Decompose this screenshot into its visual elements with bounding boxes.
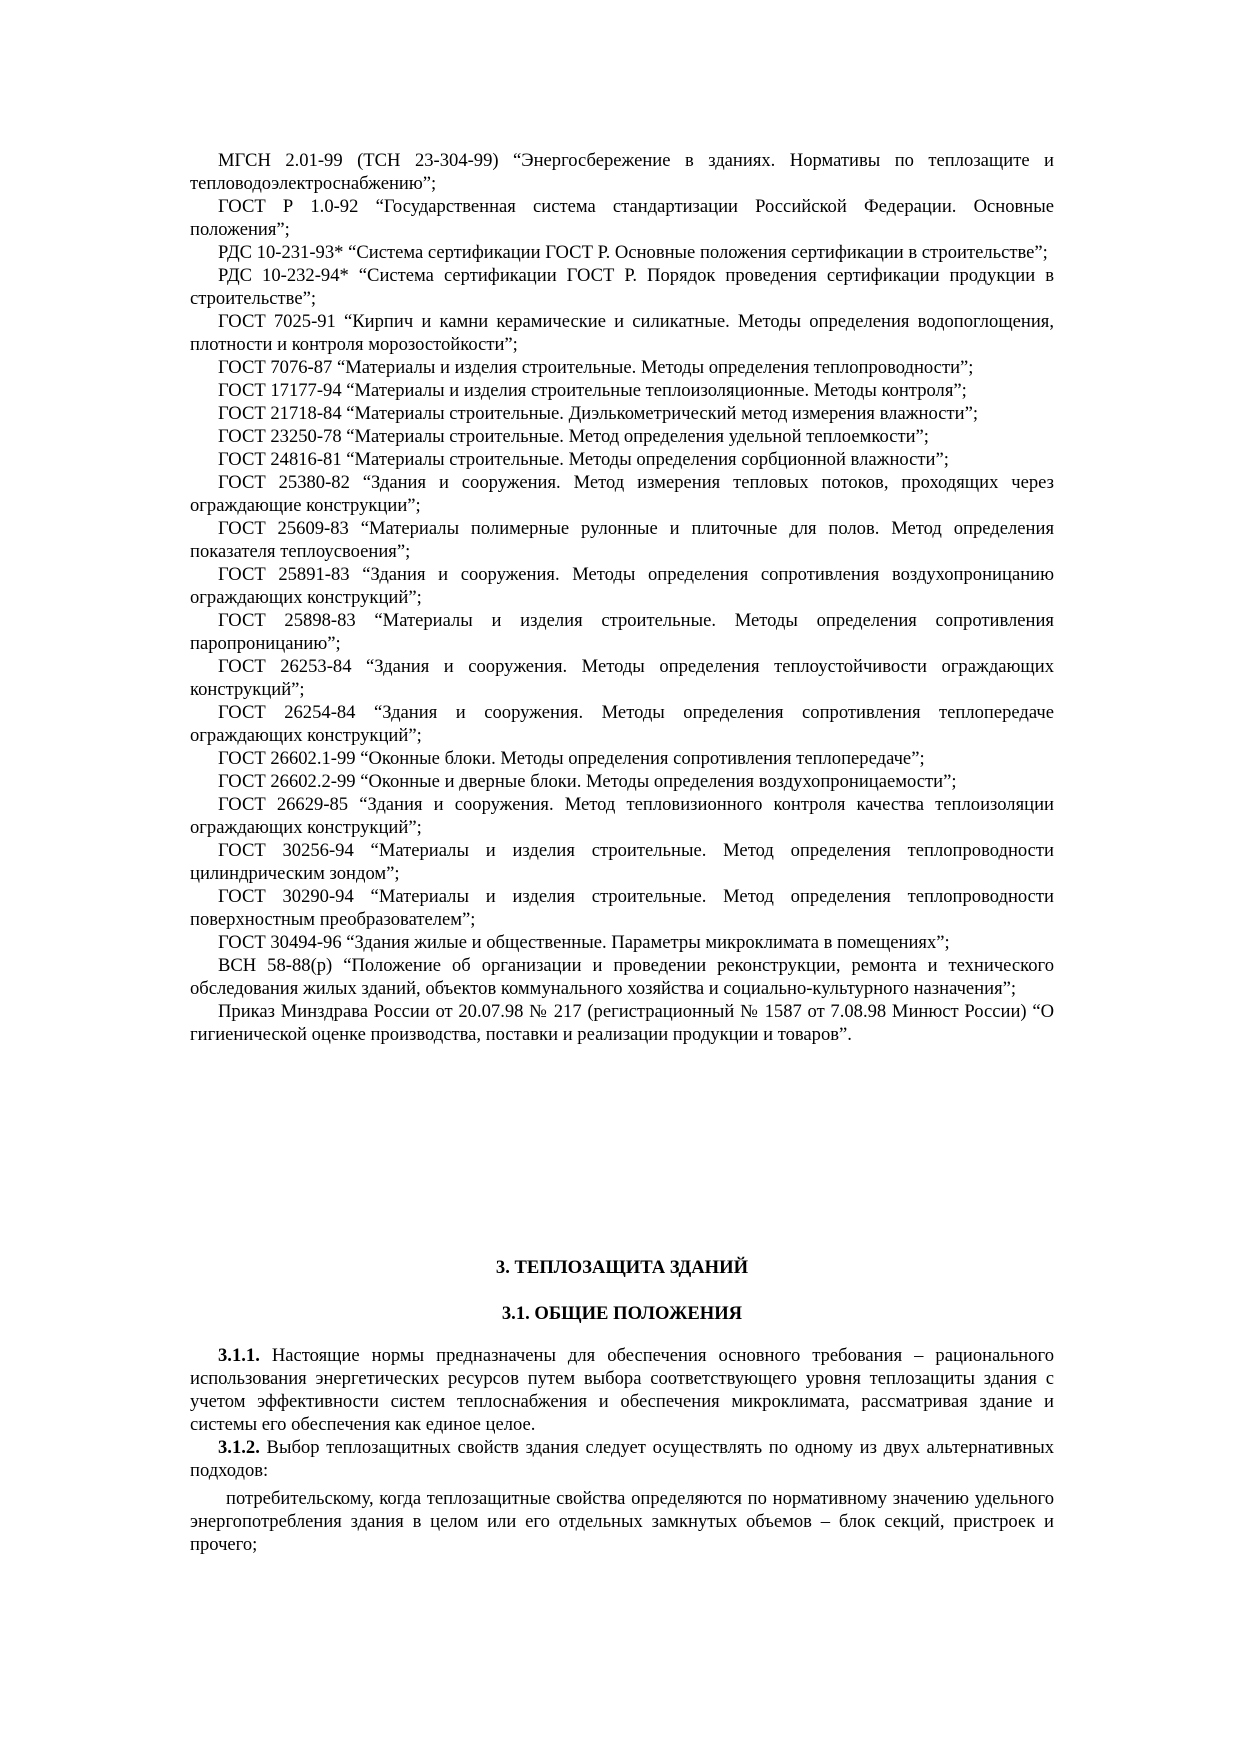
reference-item: ГОСТ 26602.1-99 “Оконные блоки. Методы определения сопротивления теплопередаче”; (218, 748, 925, 769)
reference-item: ГОСТ 25891-83 “Здания и сооружения. Методы определения сопротивления воздухопроницанию ограждающих конструкций”; (190, 564, 1054, 608)
reference-item: Приказ Минздрава России от 20.07.98 № 217 (регистрационный № 1587 от 7.08.98 Минюст России) “О гигиенической оценке производства, поставки и реализации продукции и товаров”. (190, 1001, 1054, 1045)
references-list (190, 149, 1054, 1046)
reference-item: ГОСТ 23250-78 “Материалы строительные. Метод определения удельной теплоемкости”; (218, 426, 929, 447)
reference-item: ГОСТ 26253-84 “Здания и сооружения. Методы определения теплоустойчивости ограждающих конструкций”; (190, 656, 1054, 700)
section-body (190, 1344, 1054, 1556)
clause-3-1-1 (190, 1344, 1054, 1436)
reference-item: ГОСТ 30494-96 “Здания жилые и общественные. Параметры микроклимата в помещениях”; (218, 932, 950, 953)
reference-item: РДС 10-232-94* “Система сертификации ГОСТ Р. Порядок проведения сертификации продукции в строительстве”; (190, 265, 1054, 309)
reference-item: ВСН 58-88(р) “Положение об организации и проведении реконструкции, ремонта и технического обследования жилых зданий, объектов коммунального хозяйства и социально-культурного назначения”; (190, 955, 1054, 999)
reference-item: ГОСТ 25898-83 “Материалы и изделия строительные. Методы определения сопротивления паропроницанию”; (190, 610, 1054, 654)
reference-item: РДС 10-231-93* “Система сертификации ГОСТ Р. Основные положения сертификации в строительстве”; (218, 242, 1048, 263)
reference-item: ГОСТ 7076-87 “Материалы и изделия строительные. Методы определения теплопроводности”; (218, 357, 974, 378)
reference-item: ГОСТ 26254-84 “Здания и сооружения. Методы определения сопротивления теплопередаче ограждающих конструкций”; (190, 702, 1054, 746)
reference-item: ГОСТ 30290-94 “Материалы и изделия строительные. Метод определения теплопроводности поверхностным преобразователем”; (190, 886, 1054, 930)
reference-item: ГОСТ 7025-91 “Кирпич и камни керамические и силикатные. Методы определения водопоглощения, плотности и контроля морозостойкости”; (190, 311, 1054, 355)
reference-item: ГОСТ 25609-83 “Материалы полимерные рулонные и плиточные для полов. Метод определения показателя теплоусвоения”; (190, 518, 1054, 562)
clause-number: 3.1.1. (218, 1345, 260, 1366)
approach-paragraph: потребительскому, когда теплозащитные свойства определяются по нормативному значению удельного энергопотребления здания в целом или его отдельных замкнутых объемов – блок секций, пристроек и прочего; (190, 1488, 1054, 1555)
reference-item: ГОСТ 26629-85 “Здания и сооружения. Метод тепловизионного контроля качества теплоизоляции ограждающих конструкций”; (190, 794, 1054, 838)
subsection-title: 3.1. ОБЩИЕ ПОЛОЖЕНИЯ (501, 1303, 743, 1324)
reference-item: ГОСТ 24816-81 “Материалы строительные. Методы определения сорбционной влажности”; (218, 449, 949, 470)
reference-item: МГСН 2.01-99 (ТСН 23-304-99) “Энергосбережение в зданиях. Нормативы по теплозащите и тепловодоэлектроснабжению”; (190, 150, 1054, 194)
clause-text: Настоящие нормы предназначены для обеспечения основного требования – рационального использования энергетических ресурсов путем выбора соответствующего уровня теплозащиты здания с учетом эффективности систем теплоснабжения и обеспечения микроклимата, рассматривая здание и системы его обеспечения как единое целое. (190, 1345, 1054, 1435)
clause-number: 3.1.2. (218, 1437, 260, 1458)
reference-item: ГОСТ 21718-84 “Материалы строительные. Диэлькометрический метод измерения влажности”; (218, 403, 979, 424)
clause-text: Выбор теплозащитных свойств здания следует осуществлять по одному из двух альтернативных подходов: (190, 1437, 1054, 1481)
reference-item: ГОСТ 25380-82 “Здания и сооружения. Метод измерения тепловых потоков, проходящих через ограждающие конструкции”; (190, 472, 1054, 516)
reference-item: ГОСТ 26602.2-99 “Оконные и дверные блоки. Методы определения воздухопроницаемости”; (218, 771, 957, 792)
section-title: 3. ТЕПЛОЗАЩИТА ЗДАНИЙ (495, 1257, 749, 1278)
reference-item: ГОСТ Р 1.0-92 “Государственная система стандартизации Российской Федерации. Основные положения”; (190, 196, 1054, 240)
reference-item: ГОСТ 30256-94 “Материалы и изделия строительные. Метод определения теплопроводности цилиндрическим зондом”; (190, 840, 1054, 884)
reference-item: ГОСТ 17177-94 “Материалы и изделия строительные теплоизоляционные. Методы контроля”; (218, 380, 967, 401)
clause-3-1-2 (190, 1436, 1054, 1482)
